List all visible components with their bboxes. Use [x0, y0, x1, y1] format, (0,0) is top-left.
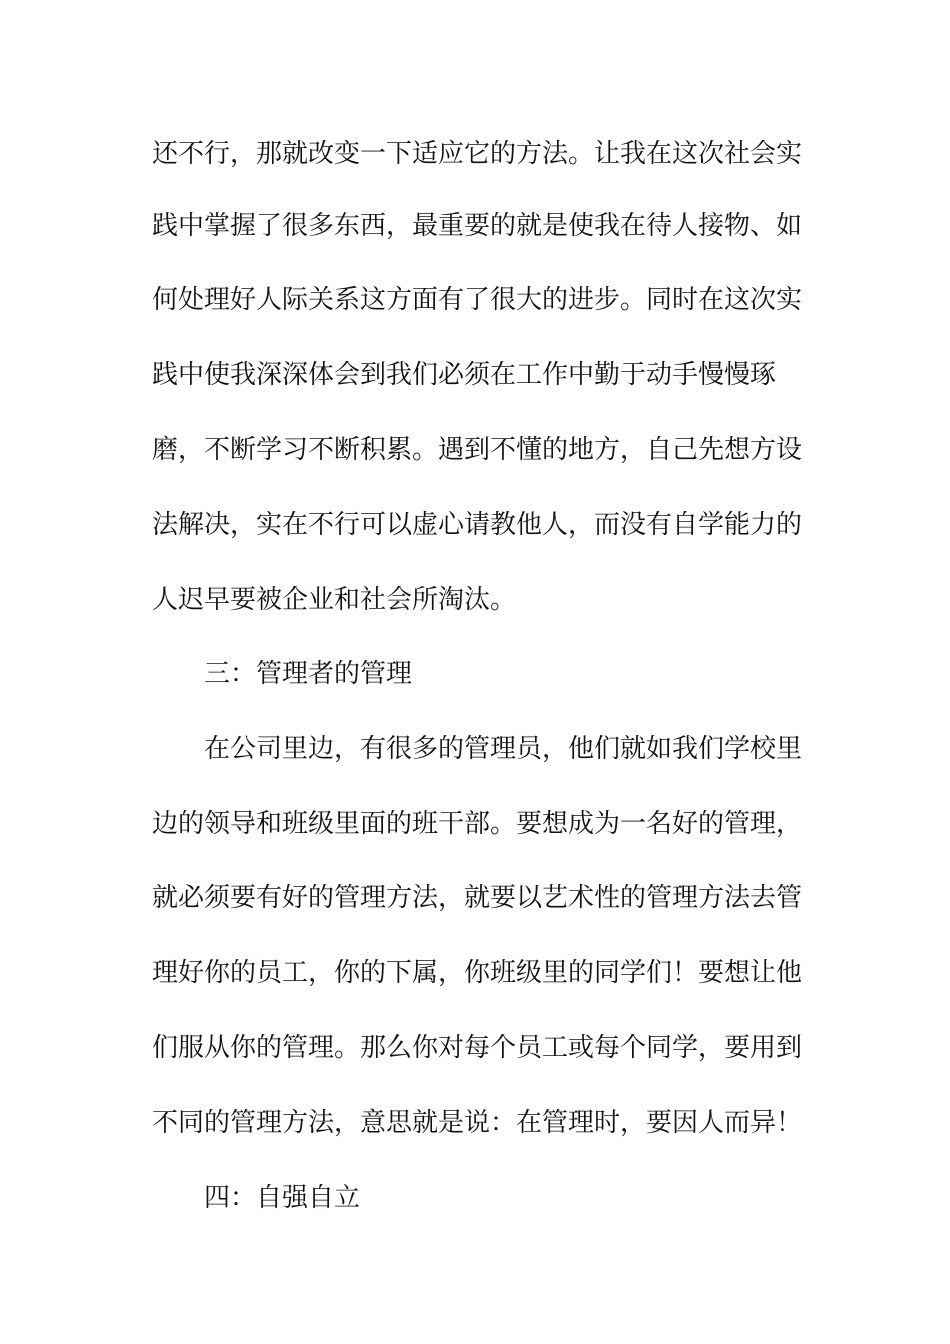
- paragraph-line: 还不行，那就改变一下适应它的方法。让我在这次社会实: [152, 139, 803, 169]
- paragraph-line: 何处理好人际关系这方面有了很大的进步。同时在这次实: [152, 285, 803, 315]
- section-heading: 四：自强自立: [204, 1183, 361, 1213]
- paragraph-line: 边的领导和班级里面的班干部。要想成为一名好的管理，: [152, 809, 803, 839]
- paragraph-line: 们服从你的管理。那么你对每个员工或每个同学，要用到: [152, 1033, 803, 1063]
- paragraph-line: 在公司里边，有很多的管理员，他们就如我们学校里: [204, 734, 803, 764]
- section-heading: 三：管理者的管理: [204, 659, 413, 689]
- paragraph-line: 践中使我深深体会到我们必须在工作中勤于动手慢慢琢: [152, 360, 777, 390]
- paragraph-line: 磨，不断学习不断积累。遇到不懂的地方，自己先想方设: [152, 435, 803, 465]
- paragraph-line: 人迟早要被企业和社会所淘汰。: [152, 585, 517, 615]
- paragraph-line: 不同的管理方法，意思就是说：在管理时，要因人而异！: [152, 1108, 803, 1138]
- paragraph-line: 就必须要有好的管理方法，就要以艺术性的管理方法去管: [152, 883, 803, 913]
- paragraph-line: 践中掌握了很多东西，最重要的就是使我在待人接物、如: [152, 211, 803, 241]
- paragraph-line: 理好你的员工，你的下属，你班级里的同学们！要想让他: [152, 958, 803, 988]
- paragraph-line: 法解决，实在不行可以虚心请教他人，而没有自学能力的: [152, 510, 803, 540]
